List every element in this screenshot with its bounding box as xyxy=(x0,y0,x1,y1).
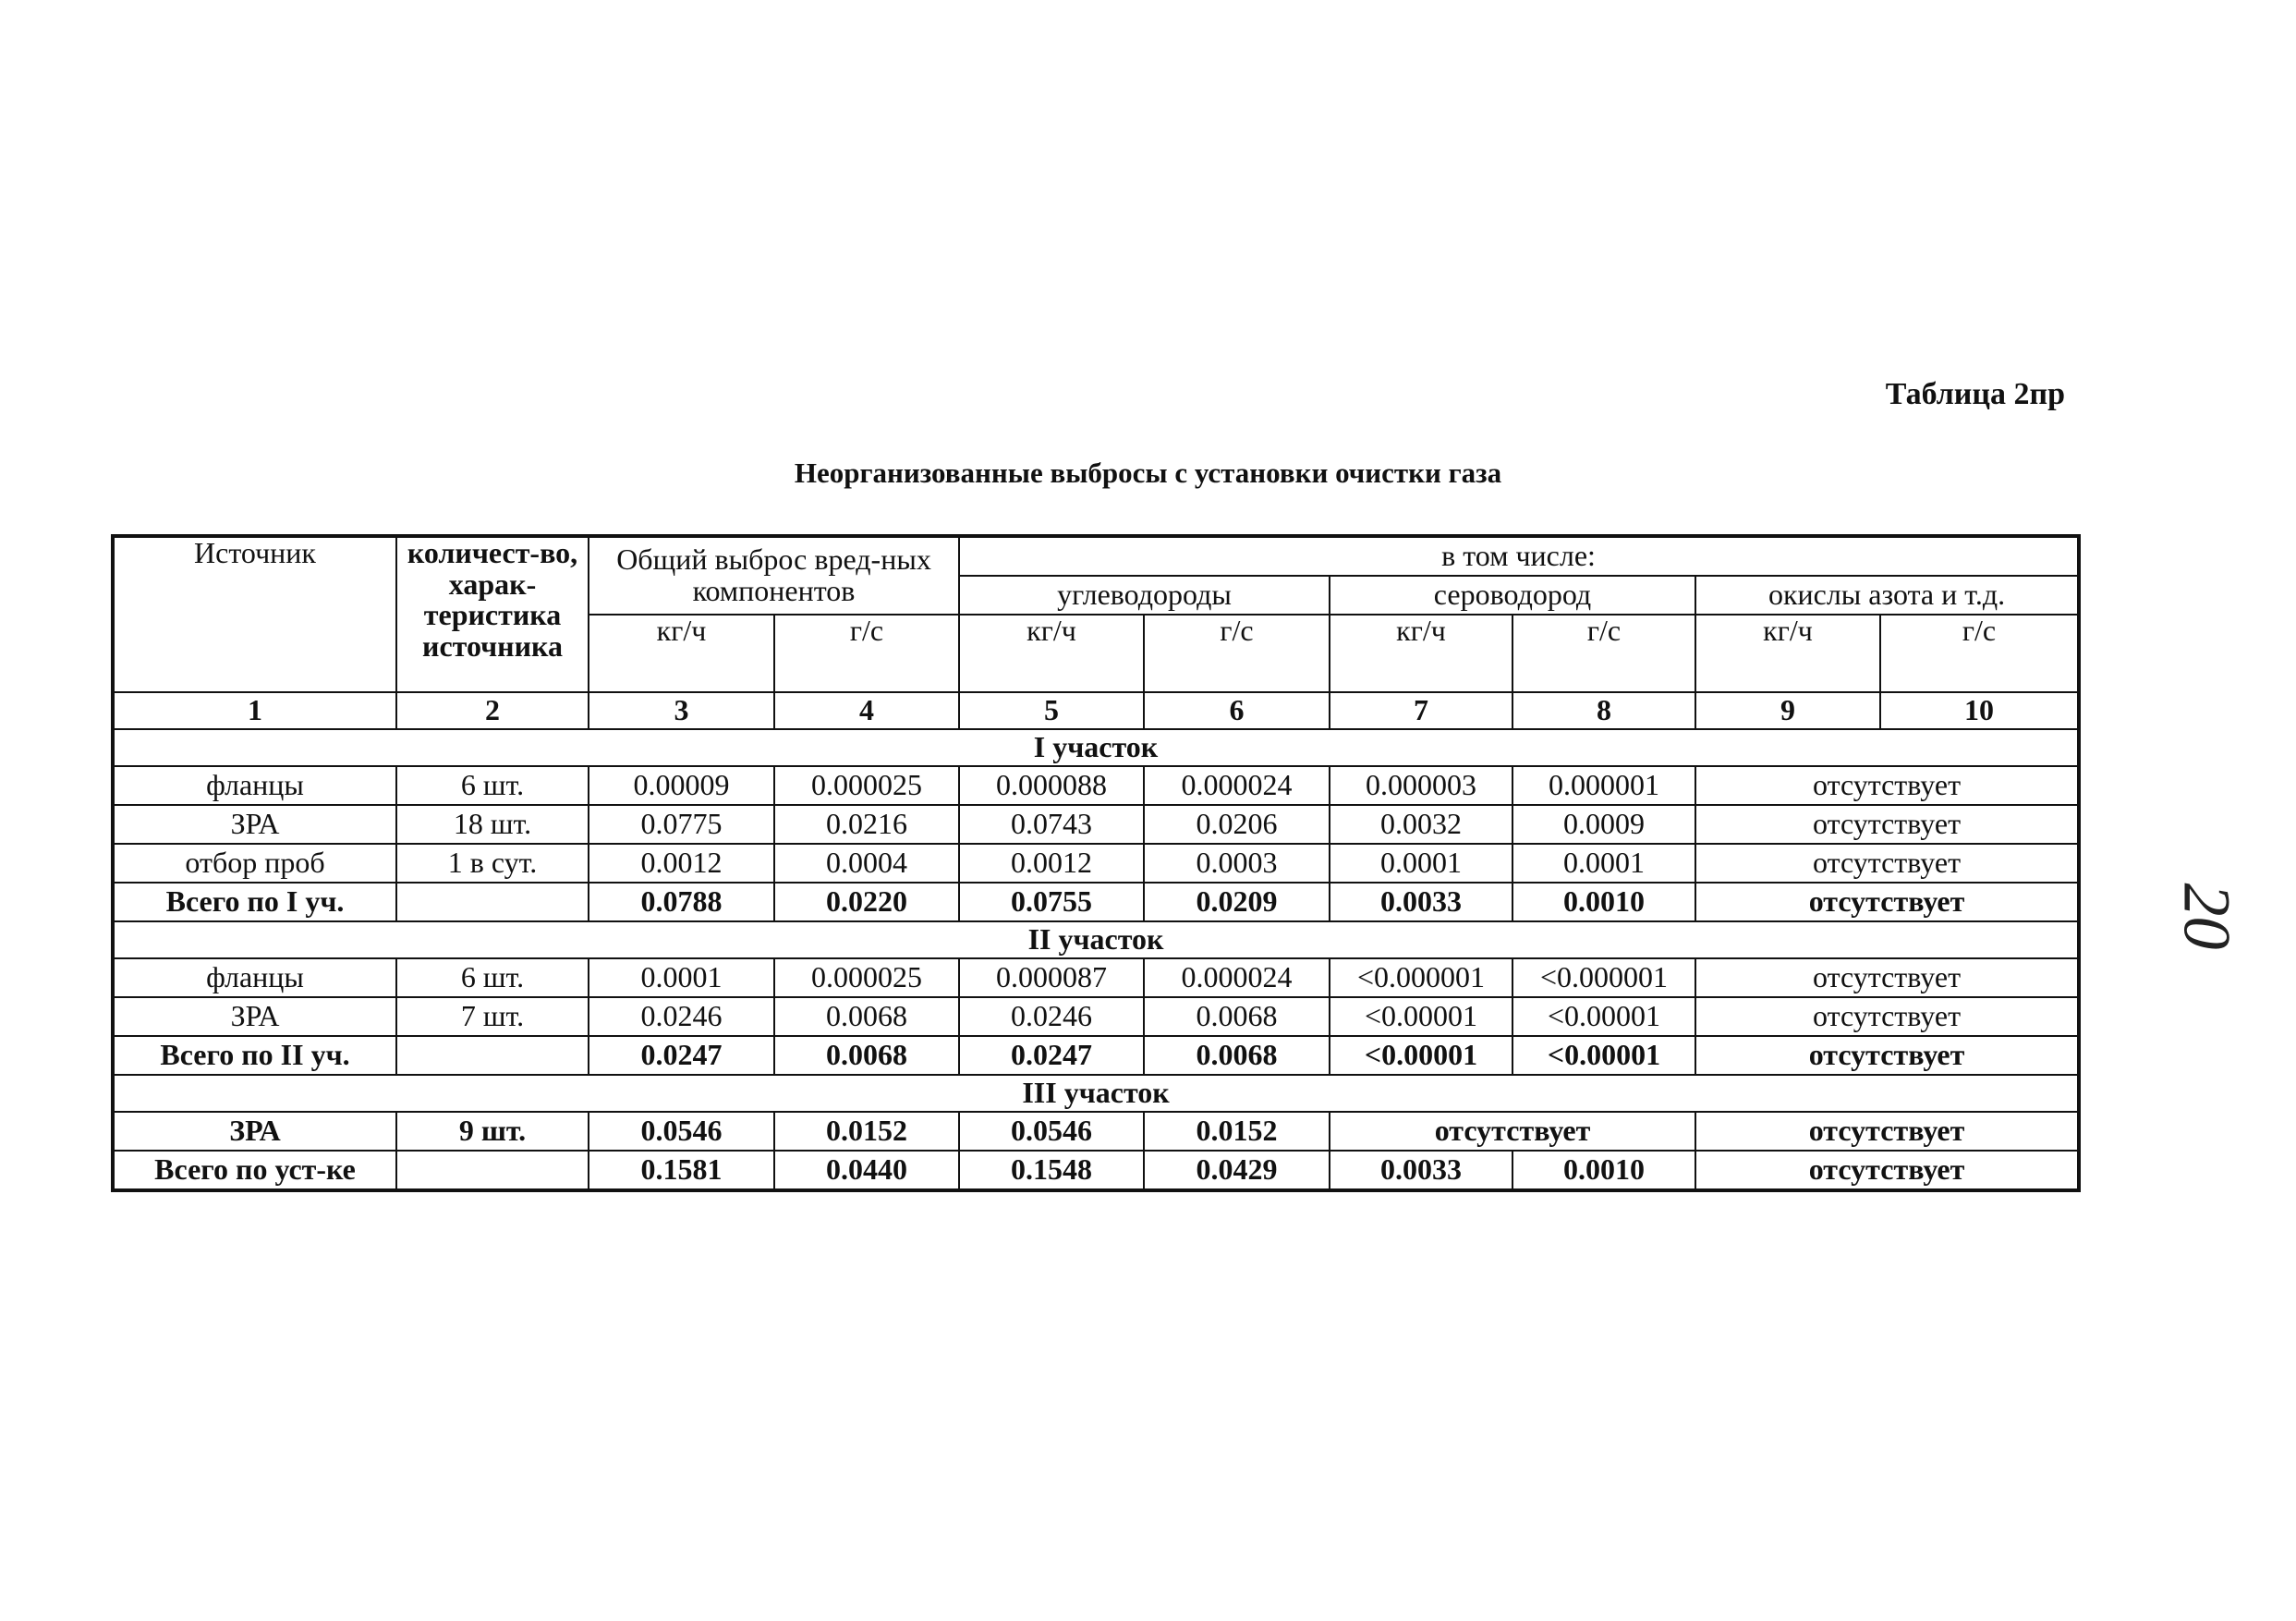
quantity-cell: 6 шт. xyxy=(396,766,589,805)
table-row xyxy=(113,1112,2079,1151)
value-cell: 0.0247 xyxy=(959,1036,1144,1075)
value-cell: 0.0032 xyxy=(1330,805,1512,844)
quantity-cell: 9 шт. xyxy=(396,1112,589,1151)
value-cell: отсутствует xyxy=(1330,1112,1695,1151)
value-cell: 0.0546 xyxy=(589,1112,774,1151)
source-cell: ЗРА xyxy=(113,805,396,844)
value-cell: <0.00001 xyxy=(1330,997,1512,1036)
value-cell: отсутствует xyxy=(1695,997,2079,1036)
unit-cell: г/с xyxy=(774,615,959,692)
source-cell: Всего по II уч. xyxy=(113,1036,396,1075)
emissions-table xyxy=(111,534,2081,1192)
header-quantity: количест-во, харак-теристика источника xyxy=(396,536,589,692)
section-title: II участок xyxy=(113,921,2079,958)
value-cell: 0.0068 xyxy=(774,1036,959,1075)
value-cell: 0.0247 xyxy=(589,1036,774,1075)
quantity-cell: 18 шт. xyxy=(396,805,589,844)
table-row xyxy=(113,766,2079,805)
value-cell: отсутствует xyxy=(1695,1036,2079,1075)
value-cell: отсутствует xyxy=(1695,805,2079,844)
value-cell: 0.0743 xyxy=(959,805,1144,844)
value-cell: 0.0152 xyxy=(774,1112,959,1151)
unit-cell: г/с xyxy=(1144,615,1330,692)
value-cell: 0.0546 xyxy=(959,1112,1144,1151)
value-cell: 0.000087 xyxy=(959,958,1144,997)
value-cell: <0.000001 xyxy=(1330,958,1512,997)
value-cell: 0.000001 xyxy=(1512,766,1695,805)
unit-cell: кг/ч xyxy=(589,615,774,692)
value-cell: 0.0068 xyxy=(1144,997,1330,1036)
value-cell: 0.0033 xyxy=(1330,883,1512,921)
table-label: Таблица 2пр xyxy=(1885,377,2065,411)
unit-cell: г/с xyxy=(1880,615,2079,692)
header-nitrogen-oxides: окислы азота и т.д. xyxy=(1695,576,2079,615)
value-cell: 0.0001 xyxy=(1512,844,1695,883)
column-number: 6 xyxy=(1144,692,1330,729)
quantity-cell: 7 шт. xyxy=(396,997,589,1036)
value-cell: 0.0246 xyxy=(959,997,1144,1036)
source-cell: Всего по уст-ке xyxy=(113,1151,396,1190)
source-cell: ЗРА xyxy=(113,1112,396,1151)
source-cell: отбор проб xyxy=(113,844,396,883)
column-number: 1 xyxy=(113,692,396,729)
grand-total-row xyxy=(113,1151,2079,1190)
unit-cell: г/с xyxy=(1512,615,1695,692)
value-cell: 0.0033 xyxy=(1330,1151,1512,1190)
column-number: 5 xyxy=(959,692,1144,729)
value-cell: 0.0012 xyxy=(959,844,1144,883)
value-cell: 0.0003 xyxy=(1144,844,1330,883)
source-cell: ЗРА xyxy=(113,997,396,1036)
value-cell: 0.0429 xyxy=(1144,1151,1330,1190)
value-cell: 0.0068 xyxy=(1144,1036,1330,1075)
unit-cell: кг/ч xyxy=(1695,615,1880,692)
value-cell: 0.1581 xyxy=(589,1151,774,1190)
column-number: 8 xyxy=(1512,692,1695,729)
value-cell: отсутствует xyxy=(1695,766,2079,805)
quantity-cell xyxy=(396,1151,589,1190)
quantity-cell: 1 в сут. xyxy=(396,844,589,883)
table-row xyxy=(113,844,2079,883)
value-cell: 0.000025 xyxy=(774,958,959,997)
page-number: 20 xyxy=(2169,883,2244,950)
value-cell: <0.00001 xyxy=(1330,1036,1512,1075)
table-row xyxy=(113,958,2079,997)
unit-cell: кг/ч xyxy=(959,615,1144,692)
column-number: 3 xyxy=(589,692,774,729)
value-cell: 0.0012 xyxy=(589,844,774,883)
section-title: III участок xyxy=(113,1075,2079,1112)
column-number: 2 xyxy=(396,692,589,729)
value-cell: 0.0068 xyxy=(774,997,959,1036)
quantity-cell: 6 шт. xyxy=(396,958,589,997)
value-cell: 0.000024 xyxy=(1144,958,1330,997)
column-number: 9 xyxy=(1695,692,1880,729)
quantity-cell xyxy=(396,883,589,921)
header-total-emission: Общий выброс вред-ных компонентов xyxy=(589,536,959,615)
value-cell: 0.0755 xyxy=(959,883,1144,921)
value-cell: 0.0220 xyxy=(774,883,959,921)
value-cell: 0.0010 xyxy=(1512,883,1695,921)
value-cell: 0.0788 xyxy=(589,883,774,921)
value-cell: 0.000025 xyxy=(774,766,959,805)
value-cell: 0.0775 xyxy=(589,805,774,844)
value-cell: 0.0001 xyxy=(589,958,774,997)
value-cell: 0.0152 xyxy=(1144,1112,1330,1151)
value-cell: 0.000024 xyxy=(1144,766,1330,805)
value-cell: 0.0246 xyxy=(589,997,774,1036)
document-title: Неорганизованные выбросы с установки очистки газа xyxy=(794,457,1502,489)
source-cell: фланцы xyxy=(113,958,396,997)
source-cell: Всего по I уч. xyxy=(113,883,396,921)
value-cell: <0.00001 xyxy=(1512,997,1695,1036)
quantity-cell xyxy=(396,1036,589,1075)
value-cell: 0.0001 xyxy=(1330,844,1512,883)
column-number: 4 xyxy=(774,692,959,729)
value-cell: 0.0206 xyxy=(1144,805,1330,844)
value-cell: 0.00009 xyxy=(589,766,774,805)
value-cell: 0.0009 xyxy=(1512,805,1695,844)
header-hydrogen-sulfide: сероводород xyxy=(1330,576,1695,615)
header-hydrocarbons: углеводороды xyxy=(959,576,1330,615)
value-cell: отсутствует xyxy=(1695,1151,2079,1190)
value-cell: отсутствует xyxy=(1695,1112,2079,1151)
unit-cell: кг/ч xyxy=(1330,615,1512,692)
value-cell: 0.000003 xyxy=(1330,766,1512,805)
value-cell: <0.000001 xyxy=(1512,958,1695,997)
value-cell: 0.0004 xyxy=(774,844,959,883)
value-cell: 0.000088 xyxy=(959,766,1144,805)
subtotal-row xyxy=(113,1036,2079,1075)
column-number: 10 xyxy=(1880,692,2079,729)
value-cell: 0.1548 xyxy=(959,1151,1144,1190)
section-title: I участок xyxy=(113,729,2079,766)
value-cell: 0.0209 xyxy=(1144,883,1330,921)
value-cell: <0.00001 xyxy=(1512,1036,1695,1075)
table-row xyxy=(113,805,2079,844)
header-including: в том числе: xyxy=(959,536,2079,576)
value-cell: 0.0216 xyxy=(774,805,959,844)
source-cell: фланцы xyxy=(113,766,396,805)
value-cell: 0.0440 xyxy=(774,1151,959,1190)
header-source: Источник xyxy=(113,536,396,692)
value-cell: отсутствует xyxy=(1695,844,2079,883)
subtotal-row xyxy=(113,883,2079,921)
table-row xyxy=(113,997,2079,1036)
value-cell: 0.0010 xyxy=(1512,1151,1695,1190)
column-number: 7 xyxy=(1330,692,1512,729)
value-cell: отсутствует xyxy=(1695,958,2079,997)
value-cell: отсутствует xyxy=(1695,883,2079,921)
